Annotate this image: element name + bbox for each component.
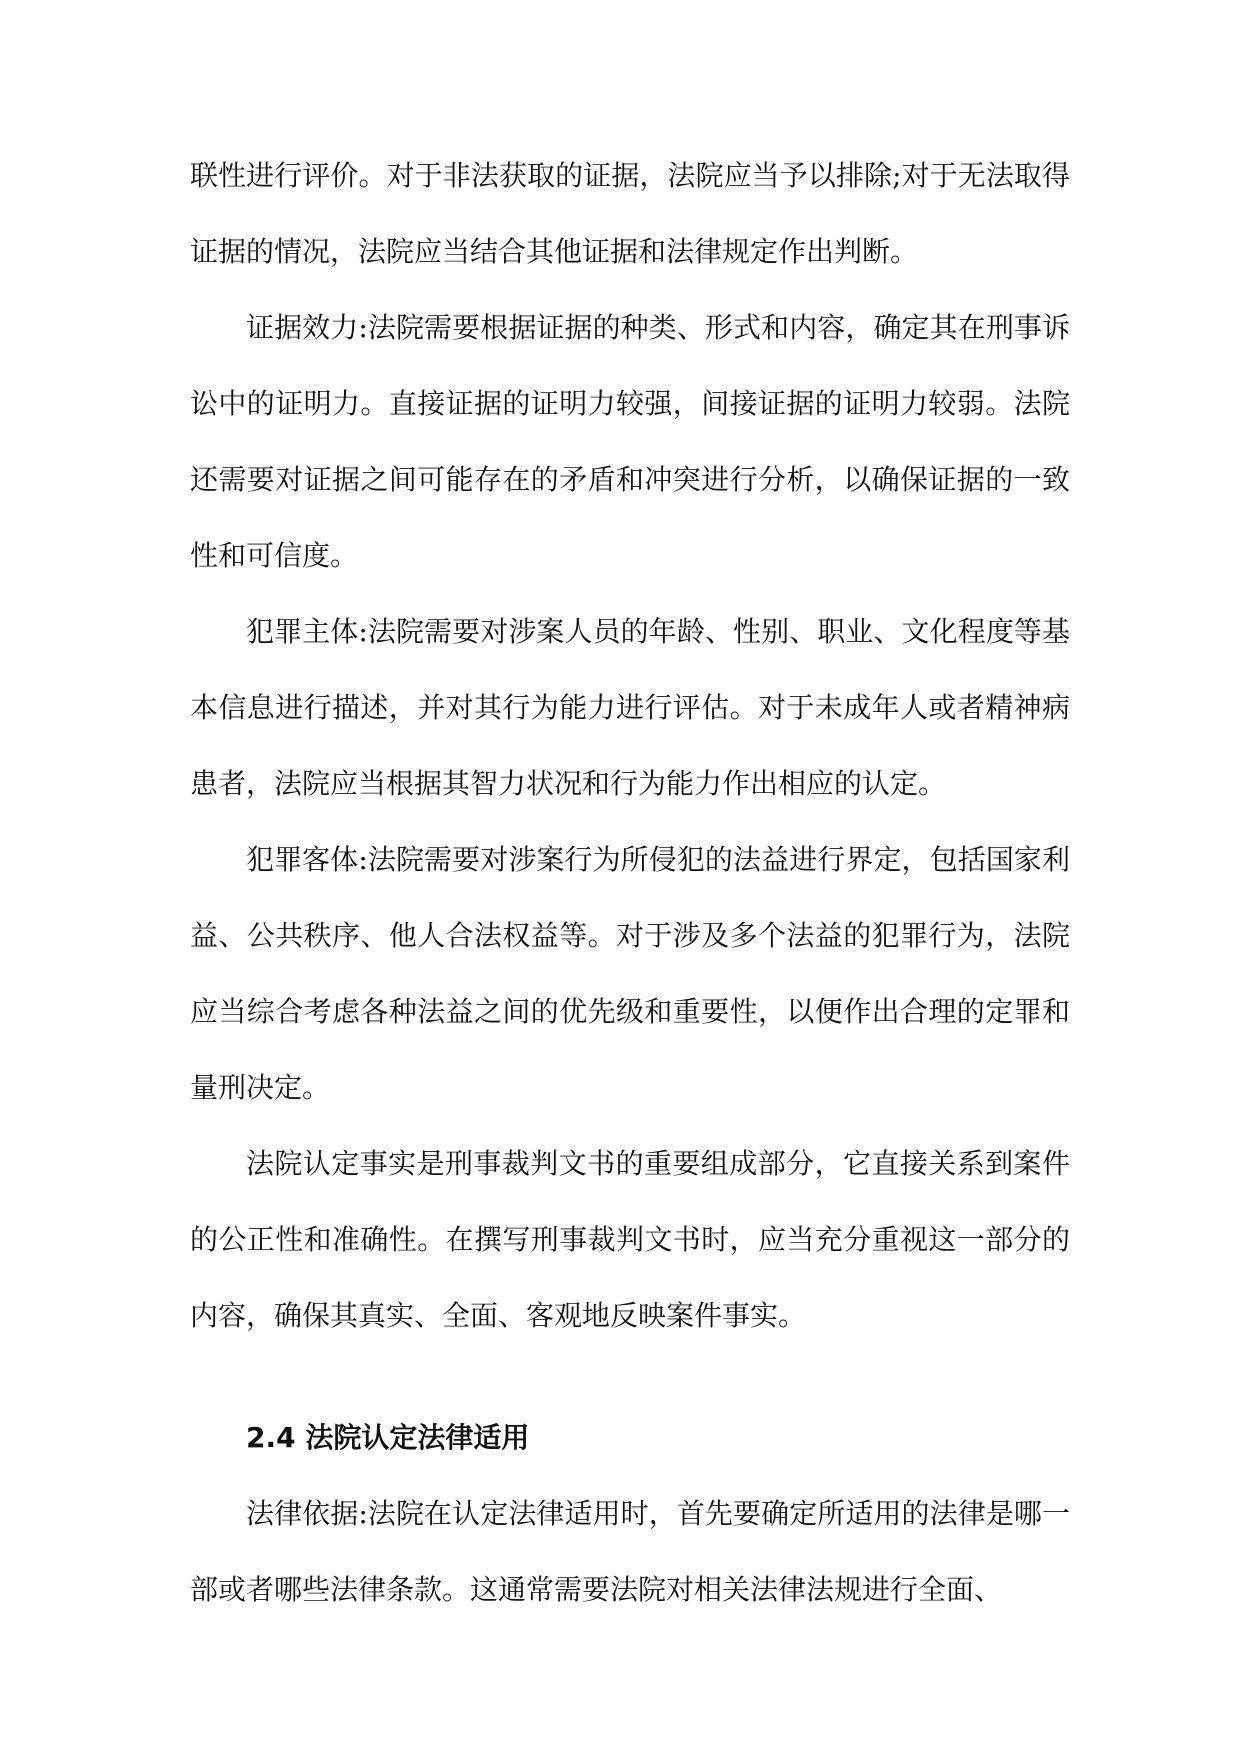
- paragraph-fact-finding-summary: 法院认定事实是刑事裁判文书的重要组成部分，它直接关系到案件的公正性和准确性。在撰写刑事裁判文书时，应当充分重视这一部分的内容，确保其真实、全面、客观地反映案件事实。: [190, 1147, 1070, 1332]
- paragraph-crime-object: 犯罪客体:法院需要对涉案行为所侵犯的法益进行界定，包括国家利益、公共秩序、他人合法权益等。对于涉及多个法益的犯罪行为，法院应当综合考虑各种法益之间的优先级和重要性，以便作出合理的定罪和量刑决定。: [190, 843, 1070, 1104]
- document-body: [190, 138, 1070, 1628]
- paragraph-legal-basis: 法律依据:法院在认定法律适用时，首先要确定所适用的法律是哪一部或者哪些法律条款。这通常需要法院对相关法律法规进行全面、: [190, 1497, 1070, 1606]
- paragraph-evidence-continuation: 联性进行评价。对于非法获取的证据，法院应当予以排除;对于无法取得证据的情况，法院应当结合其他证据和法律规定作出判断。: [190, 159, 1070, 268]
- section-heading: 2.4 法院认定法律适用: [246, 1421, 530, 1454]
- paragraph-evidence-effect: 证据效力:法院需要根据证据的种类、形式和内容，确定其在刑事诉讼中的证明力。直接证据的证明力较强，间接证据的证明力较弱。法院还需要对证据之间可能存在的矛盾和冲突进行分析，以确保证据的一致性和可信度。: [190, 311, 1070, 572]
- paragraph-crime-subject: 犯罪主体:法院需要对涉案人员的年龄、性别、职业、文化程度等基本信息进行描述，并对其行为能力进行评估。对于未成年人或者精神病患者，法院应当根据其智力状况和行为能力作出相应的认定。: [190, 615, 1070, 800]
